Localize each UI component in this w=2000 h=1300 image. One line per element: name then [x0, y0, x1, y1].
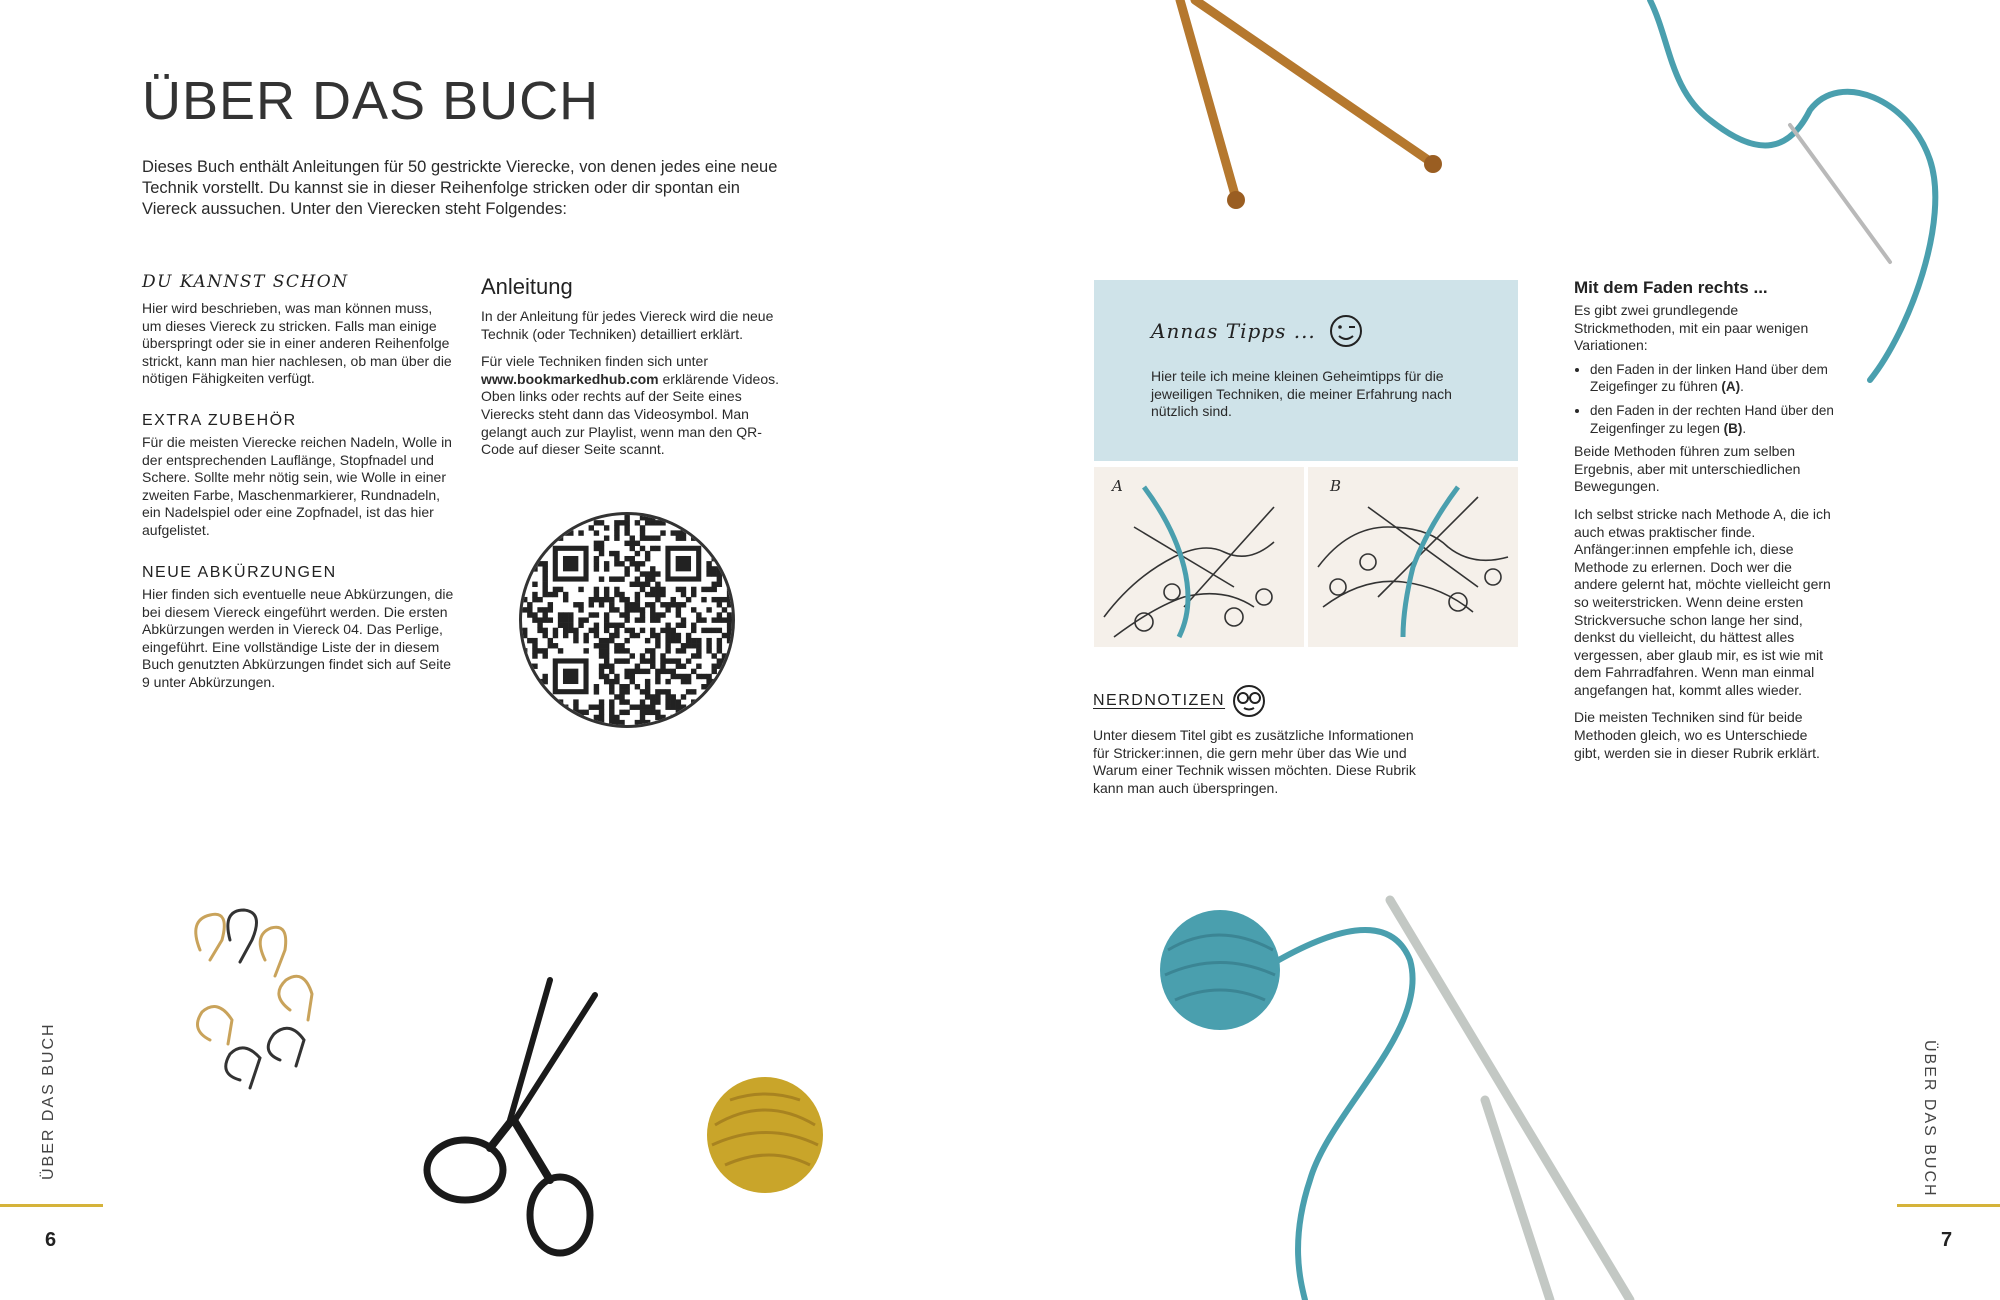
list-item: • den Faden in der linken Hand über dem Zeigefinger zu führen (A). — [1590, 361, 1834, 396]
nerd-heading: NERDNOTIZEN — [1093, 692, 1226, 709]
section-neue-abkuerzungen — [142, 564, 454, 692]
qr-code[interactable] — [519, 512, 735, 728]
faden-heading: Mit dem Faden rechts ... — [1574, 278, 1768, 297]
faden-p3: Die meisten Techniken sind für beide Methoden gleich, wo es Unterschiede gibt, werden sie in dieser Rubrik erklärt. — [1574, 709, 1820, 761]
anleitung-p1: In der Anleitung für jedes Viereck wird die neue Technik (oder Techniken) detailliert erklärt. — [481, 308, 774, 342]
left-side-label: ÜBER DAS BUCH — [40, 1022, 57, 1180]
section-anleitung — [481, 274, 781, 459]
anleitung-p2: Für viele Techniken finden sich unter www.bookmarkedhub.com erklärende Videos. Oben links oder rechts auf der Seite eines Vierecks steht dann das Videosymbol. Man gelangt auch zur Playlist, wenn man den QR-Code auf dieser Seite scannt. — [481, 353, 779, 458]
zubehoer-text: Für die meisten Vierecke reichen Nadeln, Wolle in der entsprechenden Lauflänge, Stopfnadel und Schere. Sollte mehr nötig sein, wie Wolle in einer zweiten Farbe, Maschenmarkierer, Rundnadeln, ein Nadelspiel oder eine Zopfnadel, ist das hier aufgelistet. — [142, 434, 452, 538]
wink-face-icon — [1328, 313, 1364, 349]
intro-text: Dieses Buch enthält Anleitungen für 50 gestrickte Vierecke, von denen jedes eine neue Technik vorstellt. Du kannst sie in dieser Reihenfolge stricken oder dir spontan ein Viereck aussuchen. Unter den Vierecken steht Folgendes: — [142, 158, 778, 218]
tipps-heading: Annas Tipps ... — [1151, 319, 1316, 343]
mustard-yarn-ball-photo — [700, 1070, 830, 1200]
section-kannst-schon — [142, 272, 454, 388]
page-number-right: 7 — [1941, 1229, 1953, 1251]
abk-text: Hier finden sich eventuelle neue Abkürzungen, die bei diesem Viereck eingeführt werden. Die ersten Abkürzungen werden in Viereck 04. Das Perlige, eingeführt. Eine vollständige Liste der in diesem Buch genutzten Abkürzungen findet sich auf Seite 9 unter Abkürzungen. — [142, 586, 454, 690]
faden-bullets — [1574, 361, 1834, 437]
left-gold-line — [0, 1204, 103, 1207]
section-extra-zubehoer — [142, 412, 454, 540]
list-item: • den Faden in der rechten Hand über den Zeigenfinger zu legen (B). — [1590, 402, 1834, 437]
right-gold-line — [1897, 1204, 2000, 1207]
anleitung-heading: Anleitung — [481, 274, 573, 299]
annas-tipps-box — [1094, 280, 1518, 461]
nerd-glasses-icon — [1231, 683, 1267, 719]
scissors-photo — [400, 970, 620, 1260]
nerd-text: Unter diesem Titel gibt es zusätzliche Informationen für Stricker:innen, die gern mehr über das Wie und Warum einer Technik wissen möchten. Diese Rubrik kann man auch überspringen. — [1093, 727, 1416, 796]
section-nerdnotizen — [1093, 683, 1433, 797]
teal-yarn-and-needles-photo — [1130, 890, 1910, 1300]
illustration-method-b — [1308, 467, 1518, 647]
illustration-method-a — [1094, 467, 1304, 647]
abk-heading: NEUE ABKÜRZUNGEN — [142, 564, 337, 581]
hand-drawing-a — [1094, 467, 1304, 647]
faden-p2: Ich selbst stricke nach Methode A, die ich auch etwas praktischer finde. Anfänger:innen empfehle ich, diese Methode zu erlernen. Doch wer die andere gelernt hat, möchte vielleicht gern so weiterstricken. Wenn deine ersten Strickversuche schon lange her sind, denkst du vielleicht, du hättest alles vergessen, aber glaub mir, es ist wie mit dem Fahrradfahren. Wenn man einmal angefangen hat, kommt alles wieder. — [1574, 505, 1831, 698]
page-title: ÜBER DAS BUCH — [142, 71, 600, 131]
faden-p1: Beide Methoden führen zum selben Ergebnis, aber mit unterschiedlichen Bewegungen. — [1574, 443, 1801, 495]
kannst-text: Hier wird beschrieben, was man können muss, um dieses Viereck zu stricken. Falls man einige überspringt oder sie in einer anderen Reihenfolge strickt, kann man hier nachlesen, ob man über die nötigen Fähigkeiten verfügt. — [142, 300, 452, 387]
tipps-text: Hier teile ich meine kleinen Geheimtipps für die jeweiligen Techniken, die meiner Erfahrung nach nützlich sind. — [1151, 368, 1452, 420]
video-link[interactable]: www.bookmarkedhub.com — [481, 370, 659, 387]
qr-pattern — [522, 515, 732, 725]
label-b: B — [1330, 477, 1343, 495]
page-number-left: 6 — [45, 1229, 57, 1251]
section-faden — [1574, 278, 1834, 762]
faden-intro: Es gibt zwei grundlegende Strickmethoden, mit ein paar wenigen Variationen: — [1574, 302, 1809, 354]
label-a: A — [1112, 477, 1124, 495]
kannst-heading: DU KANNST SCHON — [142, 272, 349, 292]
stitch-markers-photo — [170, 900, 340, 1120]
zubehoer-heading: EXTRA ZUBEHÖR — [142, 412, 297, 429]
right-side-label: ÜBER DAS BUCH — [1921, 1040, 1938, 1198]
